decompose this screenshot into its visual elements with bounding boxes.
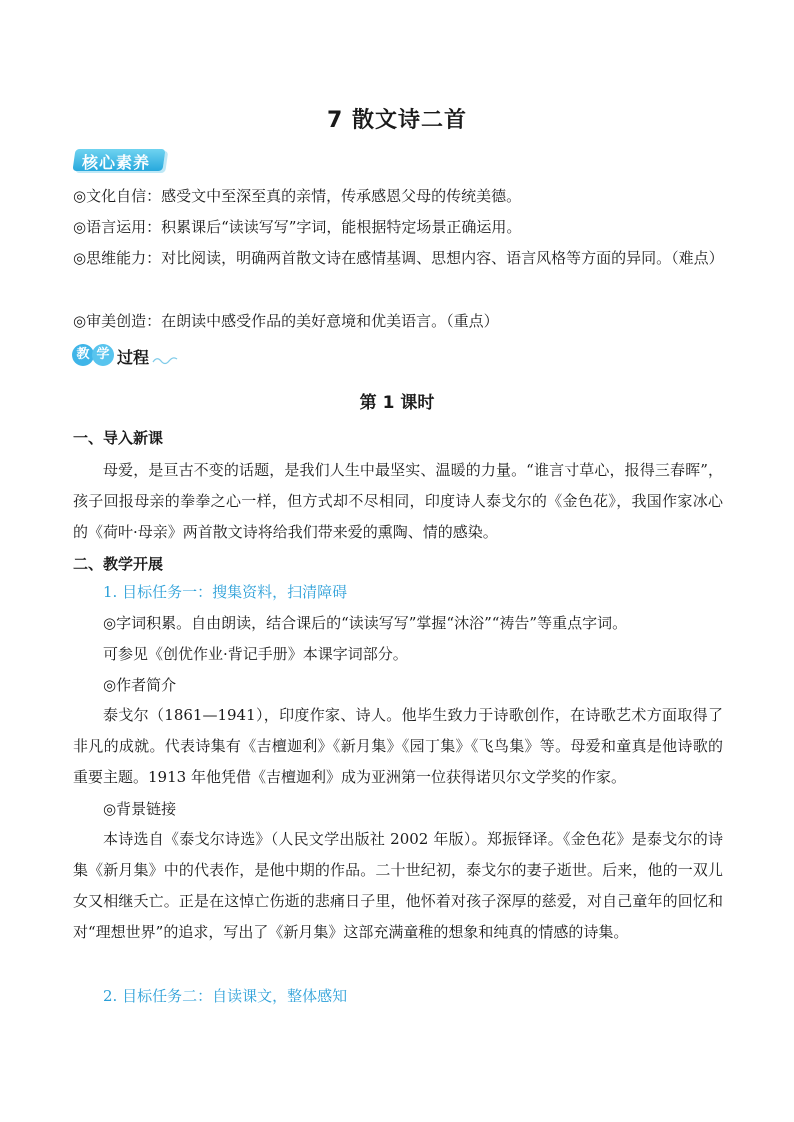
reference-line: 可参见《创优作业·背记手册》本课字词部分。	[103, 645, 408, 663]
section-heading-teaching: 二、教学开展	[73, 555, 164, 573]
badge-label: 核心素养	[82, 153, 151, 172]
goal-language: ◎语言运用：积累课后“读读写写”字词，能根据特定场景正确运用。	[73, 218, 522, 236]
page-title: 7 散文诗二首	[327, 108, 467, 133]
core-literacy-badge	[74, 147, 170, 173]
background-heading: ◎背景链接	[103, 800, 177, 818]
goal-thinking: ◎思维能力： 对比阅读，明确两首散文诗在感情基调、思想内容、语言风格等方面的异同。（难点）	[73, 249, 724, 267]
task-two-heading: 2. 目标任务二：自读课文，整体感知	[103, 987, 348, 1005]
decorative-swirl-icon	[152, 355, 178, 365]
background-paragraph: 本诗选自《泰戈尔诗选》（人民文学出版社 2002 年版）。郑振铎译。《金色花》是泰戈尔的诗集《新月集》中的代表作，是他中期的作品。二十世纪初，泰戈尔的妻子逝世。后来，他的一双儿女又相继夭亡。正是在这悼亡伤逝的悲痛日子里，他怀着对孩子深厚的慈爱，对自己童年的回忆和对“理想世界”的追求，写出了《新月集》这部充满童稚的想象和纯真的情感的诗集。	[73, 830, 723, 941]
badge-circle-2: 学	[92, 344, 114, 366]
lesson-title: 第 1 课时	[359, 393, 435, 413]
author-heading: ◎作者简介	[103, 676, 177, 694]
badge-process-label: 过程	[117, 348, 150, 367]
task-one-heading: 1. 目标任务一：搜集资料，扫清障碍	[103, 583, 348, 601]
teaching-process-badge	[72, 341, 192, 369]
badge-circle-1: 教	[72, 344, 94, 366]
vocab-line: ◎字词积累。自由朗读，结合课后的“读读写写”掌握“沐浴”“祷告”等重点字词。	[103, 614, 628, 632]
intro-paragraph: 母爱，是亘古不变的话题，是我们人生中最坚实、温暖的力量。“谁言寸草心，报得三春晖”，孩子回报母亲的拳拳之心一样，但方式却不尽相同，印度诗人泰戈尔的《金色花》，我国作家冰心的《荷叶·母亲》两首散文诗将给我们带来爱的熏陶、情的感染。	[73, 461, 723, 541]
section-heading-intro: 一、导入新课	[73, 429, 164, 447]
goal-aesthetic: ◎审美创造：在朗读中感受作品的美好意境和优美语言。（重点）	[73, 312, 499, 330]
author-paragraph: 泰戈尔（1861—1941），印度作家、诗人。他毕生致力于诗歌创作，在诗歌艺术方面取得了非凡的成就。代表诗集有《吉檀迦利》《新月集》《园丁集》《飞鸟集》等。母爱和童真是他诗歌的重要主题。1913 年他凭借《吉檀迦利》成为亚洲第一位获得诺贝尔文学奖的作家。	[73, 706, 723, 786]
goal-culture: ◎文化自信：感受文中至深至真的亲情，传承感恩父母的传统美德。	[73, 187, 522, 205]
